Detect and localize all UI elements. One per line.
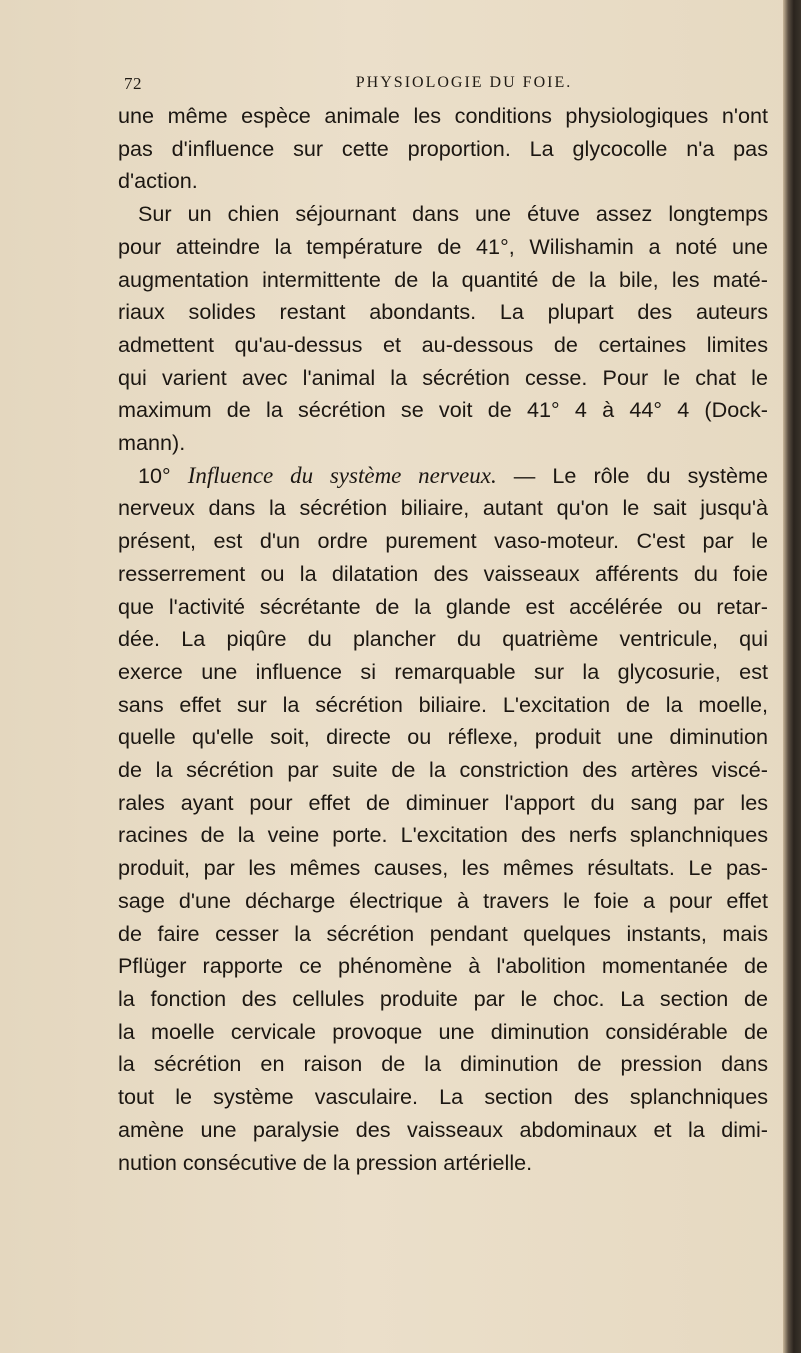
- section-title: Influence du système nerveux.: [187, 462, 497, 488]
- body-text: [118, 100, 768, 1179]
- text-line: de faire cesser la sécrétion pendant quelques instants, mais: [118, 920, 768, 946]
- text-line: sage d'une décharge électrique à travers le foie a pour effet: [118, 887, 768, 913]
- section-heading-rest: — Le rôle du système: [513, 462, 768, 488]
- text-line: sans effet sur la sécrétion biliaire. L'excitation de la moelle,: [118, 691, 768, 717]
- text-line: nerveux dans la sécrétion biliaire, autant qu'on le sait jusqu'à: [118, 495, 768, 521]
- text-line: mann).: [118, 430, 186, 456]
- text-line: qui varient avec l'animal la sécrétion cesse. Pour le chat le: [118, 364, 768, 390]
- text-line: pour atteindre la température de 41°, Wilishamin a noté une: [118, 233, 768, 259]
- text-line: d'action.: [118, 168, 198, 194]
- page-header: [124, 74, 764, 96]
- text-line: la fonction des cellules produite par le choc. La section de: [118, 985, 768, 1011]
- text-line: de la sécrétion par suite de la constriction des artères viscé-: [118, 757, 768, 783]
- text-line: produit, par les mêmes causes, les mêmes résultats. Le pas-: [118, 855, 768, 881]
- text-line: exerce une influence si remarquable sur la glycosurie, est: [118, 658, 768, 684]
- section-heading-line: [118, 460, 768, 493]
- text-line: amène une paralysie des vaisseaux abdominaux et la dimi-: [118, 1116, 768, 1142]
- text-line: Pflüger rapporte ce phénomène à l'abolition momentanée de: [118, 953, 768, 979]
- text-line: racines de la veine porte. L'excitation des nerfs splanchniques: [118, 822, 768, 848]
- book-spine-edge: [783, 0, 801, 1353]
- text-line: maximum de la sécrétion se voit de 41° 4 à 44° 4 (Dock-: [118, 397, 768, 423]
- text-line: une même espèce animale les conditions physiologiques n'ont: [118, 103, 768, 128]
- text-line: pas d'influence sur cette proportion. La glycocolle n'a pas: [118, 135, 768, 161]
- text-line: la moelle cervicale provoque une diminution considérable de: [118, 1018, 768, 1044]
- text-line: présent, est d'un ordre purement vaso-moteur. C'est par le: [118, 528, 768, 554]
- page-number: 72: [124, 74, 142, 93]
- text-line: que l'activité sécrétante de la glande est accélérée ou retar-: [118, 593, 768, 619]
- text-line: riaux solides restant abondants. La plupart des auteurs: [118, 299, 768, 325]
- text-line: nution consécutive de la pression artérielle.: [118, 1149, 533, 1175]
- text-line: admettent qu'au-dessus et au-dessous de certaines limites: [118, 331, 768, 357]
- text-line: la sécrétion en raison de la diminution de pression dans: [118, 1051, 768, 1077]
- paragraph-start-line: Sur un chien séjournant dans une étuve assez longtemps: [138, 201, 768, 227]
- text-line: quelle qu'elle soit, directe ou réflexe, produit une diminution: [118, 724, 768, 750]
- section-number: 10°: [138, 462, 171, 488]
- text-line: rales ayant pour effet de diminuer l'apport du sang par les: [118, 789, 768, 815]
- text-line: resserrement ou la dilatation des vaisseaux afférents du foie: [118, 560, 768, 586]
- text-line: augmentation intermittente de la quantité de la bile, les maté-: [118, 266, 768, 292]
- running-head: PHYSIOLOGIE DU FOIE.: [355, 74, 573, 91]
- text-line: tout le système vasculaire. La section des splanchniques: [118, 1084, 768, 1110]
- text-line: dée. La piqûre du plancher du quatrième ventricule, qui: [118, 626, 768, 652]
